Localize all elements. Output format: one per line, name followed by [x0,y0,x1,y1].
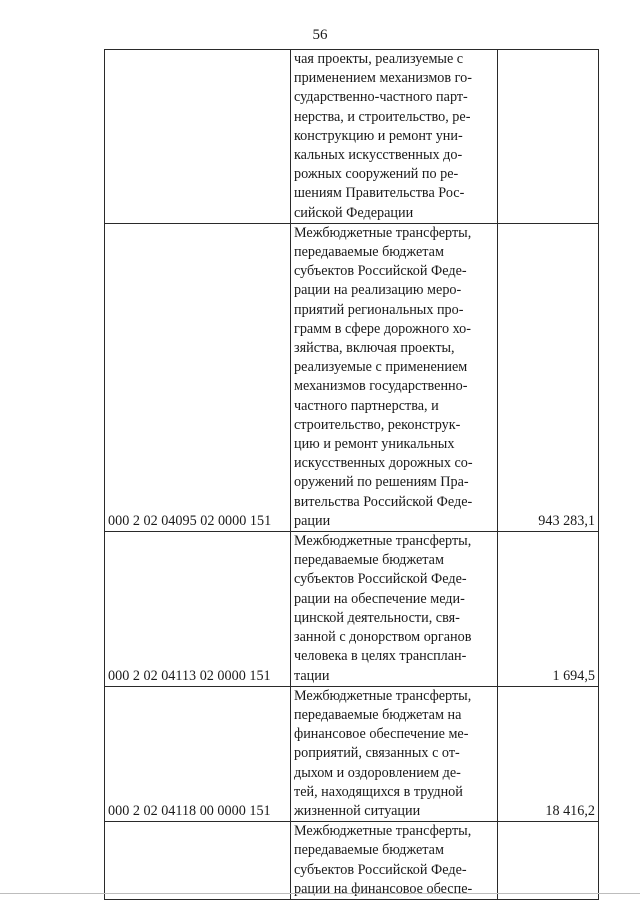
description-line: финансовое обеспечение ме- [294,726,469,743]
description-line: жизненной ситуации [294,802,421,819]
page-number: 56 [312,27,328,43]
description-line: занной с донорством органов [294,629,472,646]
description-line: чая проекты, реализуемые с [294,51,464,67]
description-line: передаваемые бюджетам на [294,706,462,723]
table-row [105,50,599,224]
description-line: тей, находящихся в трудной [294,783,463,800]
amount-cell: 943 283,1 [498,223,599,531]
description-cell [291,822,498,900]
description-line: субъектов Российской Феде- [294,263,467,280]
description-line: шениям Правительства Рос- [294,185,465,202]
description-line: Межбюджетные трансферты, [294,533,472,550]
description-line: передаваемые бюджетам [294,842,444,859]
description-line: вительства Российской Феде- [294,493,473,510]
description-line: рации на финансовое обеспе- [294,880,473,897]
description-cell [291,686,498,821]
description-line: реализуемые с применением [294,359,468,376]
description-line: тации [294,667,330,684]
description-line: зяйства, включая проекты, [294,340,455,357]
description-line: роприятий, связанных с от- [294,745,460,762]
description-line: передаваемые бюджетам [294,244,444,261]
budget-code-cell: 000 2 02 04118 00 0000 151 [105,686,291,821]
description-cell [291,50,498,224]
budget-code-cell: 000 2 02 04095 02 0000 151 [105,223,291,531]
description-line: цинской деятельности, свя- [294,609,460,626]
description-line: частного партнерства, и [294,397,439,414]
description-line: приятий региональных про- [294,301,464,318]
description-line: субъектов Российской Феде- [294,861,467,878]
budget-code-cell [105,822,291,900]
description-cell [291,223,498,531]
description-line: рации на обеспечение меди- [294,590,465,607]
description-line: цию и ремонт уникальных [294,436,455,453]
amount-cell: 1 694,5 [498,532,599,687]
footer-rule [0,893,640,894]
description-line: рожных сооружений по ре- [294,166,459,183]
budget-table [104,49,599,900]
description-line: человека в целях трансплан- [294,648,467,665]
table-row [105,223,599,531]
table-body [105,50,599,900]
description-line: строительство, реконструк- [294,416,461,433]
description-cell [291,532,498,687]
description-line: искусственных дорожных со- [294,455,473,472]
description-line: механизмов государственно- [294,378,468,395]
table-row [105,822,599,900]
description-line: рации на реализацию меро- [294,282,462,299]
table-row [105,686,599,821]
budget-code-cell [105,50,291,224]
amount-cell [498,822,599,900]
amount-cell [498,50,599,224]
description-line: сударственно-частного парт- [294,89,468,106]
description-line: оружений по решениям Пра- [294,474,469,491]
description-line: рации [294,512,331,529]
description-line: субъектов Российской Феде- [294,571,467,588]
description-line: дыхом и оздоровлением де- [294,764,461,781]
description-line: конструкцию и ремонт уни- [294,127,463,144]
amount-cell: 18 416,2 [498,686,599,821]
description-line: Межбюджетные трансферты, [294,687,472,704]
description-line: сийской Федерации [294,204,414,221]
description-line: Межбюджетные трансферты, [294,823,472,840]
description-line: передаваемые бюджетам [294,552,444,569]
table-row [105,532,599,687]
description-line: применением механизмов го- [294,70,472,87]
description-line: грамм в сфере дорожного хо- [294,320,471,337]
description-line: кальных искусственных до- [294,147,463,164]
budget-code-cell: 000 2 02 04113 02 0000 151 [105,532,291,687]
description-line: Межбюджетные трансферты, [294,224,472,241]
description-line: нерства, и строительство, ре- [294,108,471,125]
